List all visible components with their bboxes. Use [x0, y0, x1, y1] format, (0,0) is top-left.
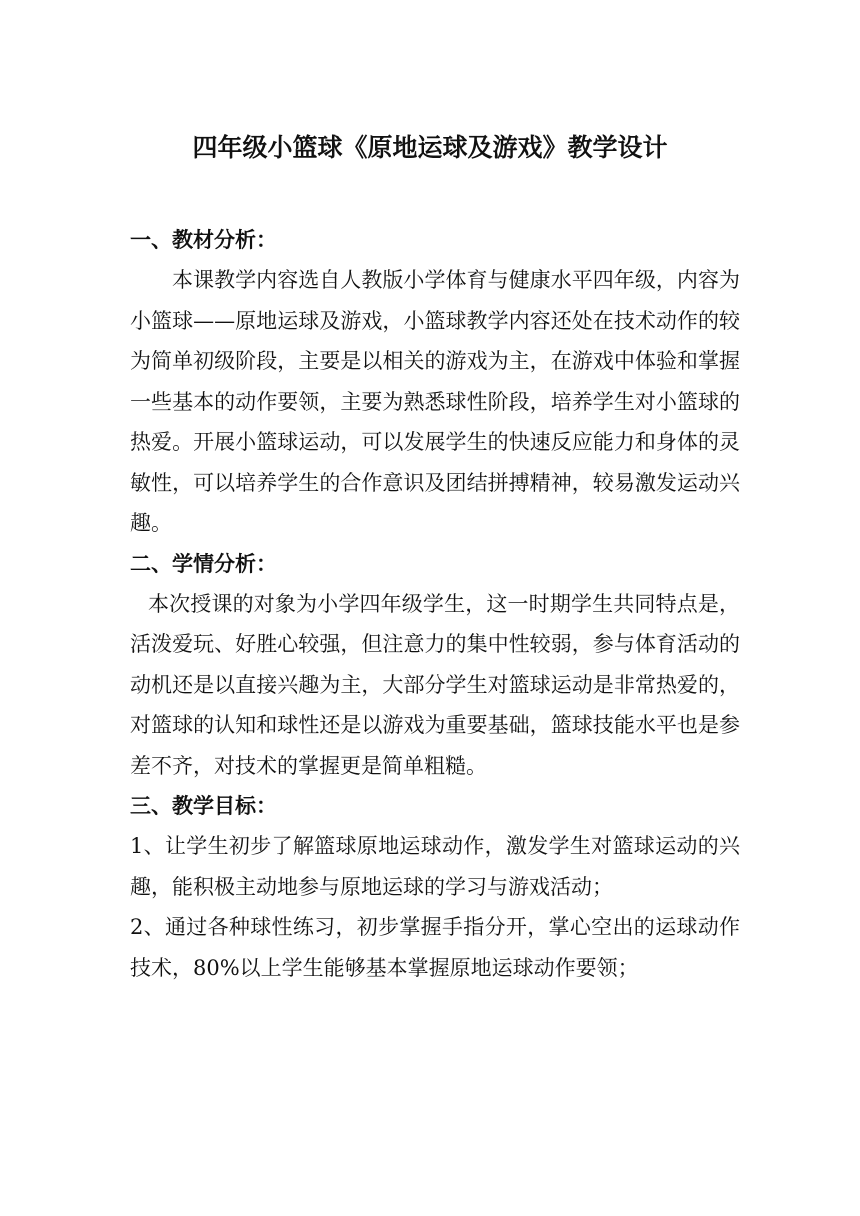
section-paragraph: 本课教学内容选自人教版小学体育与健康水平四年级，内容为小篮球——原地运球及游戏，小篮球教学内容还处在技术动作的较为简单初级阶段，主要是以相关的游戏为主，在游戏中体验和掌握一些基本的动作要领，主要为熟悉球性阶段，培养学生对小篮球的热爱。开展小篮球运动，可以发展学生的快速反应能力和身体的灵敏性，可以培养学生的合作意识及团结拼搏精神，较易激发运动兴趣。 — [130, 268, 740, 535]
document-body — [130, 220, 740, 988]
section-teaching-objectives — [130, 786, 740, 988]
section-heading: 一、教材分析： — [130, 227, 277, 252]
objective-item: 2、通过各种球性练习，初步掌握手指分开，掌心空出的运球动作技术，80%以上学生能够基本掌握原地运球动作要领； — [130, 915, 740, 980]
section-heading: 三、教学目标： — [130, 793, 277, 818]
document-title: 四年级小篮球《原地运球及游戏》教学设计 — [192, 133, 668, 162]
section-student-analysis — [130, 544, 740, 787]
section-heading: 二、学情分析： — [130, 550, 277, 576]
section-paragraph: 本次授课的对象为小学四年级学生，这一时期学生共同特点是，活泼爱玩、好胜心较强，但注意力的集中性较弱，参与体育活动的动机还是以直接兴趣为主，大部分学生对篮球运动是非常热爱的，对篮球的认知和球性还是以游戏为重要基础，篮球技能水平也是参差不齐，对技术的掌握更是简单粗糙。 — [130, 591, 740, 778]
section-textbook-analysis — [130, 220, 740, 544]
objective-item: 1、让学生初步了解篮球原地运球动作，激发学生对篮球运动的兴趣，能积极主动地参与原地运球的学习与游戏活动； — [130, 834, 740, 899]
